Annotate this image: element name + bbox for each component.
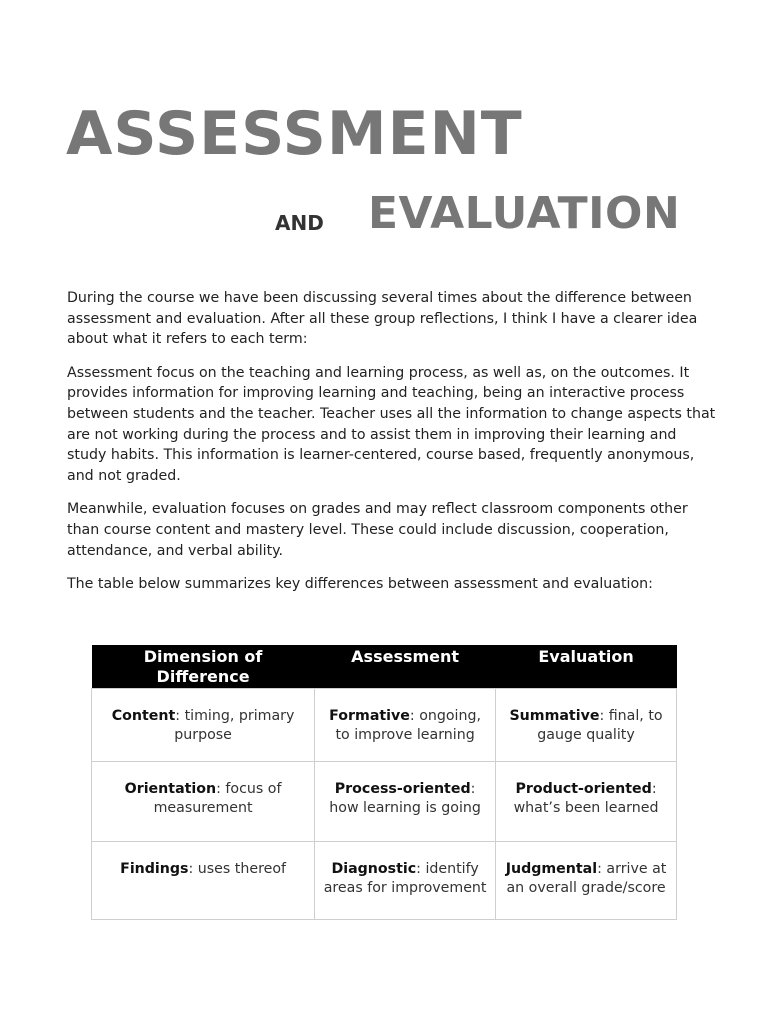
cell-term: Process-oriented	[334, 781, 471, 797]
table-cell	[496, 842, 677, 920]
title-assessment: ASSESSMENT	[66, 99, 523, 169]
cell-term: Diagnostic	[331, 861, 417, 877]
cell-desc: : arrive at an overall grade/score	[506, 861, 667, 896]
table-row	[92, 689, 677, 762]
cell-desc: : what’s been learned	[513, 781, 659, 816]
table-row	[92, 762, 677, 842]
header-evaluation: Evaluation	[496, 645, 677, 689]
cell-term: Formative	[329, 708, 410, 724]
table-row	[92, 842, 677, 920]
cell-term: Content	[111, 708, 176, 724]
table-cell	[496, 689, 677, 762]
table-cell	[315, 762, 496, 842]
cell-desc: : how learning is going	[329, 781, 481, 816]
paragraph-table-intro: The table below summarizes key differences between assessment and evaluation:	[67, 576, 653, 593]
cell-desc: : identify areas for improvement	[323, 861, 487, 896]
body-text	[67, 288, 717, 608]
cell-term: Findings	[120, 861, 189, 877]
cell-term: Product-oriented	[515, 781, 652, 797]
cell-desc: : focus of measurement	[153, 781, 282, 816]
paragraph-assessment: Assessment focus on the teaching and learning process, as well as, on the outcomes. It provides information for improving learning and teaching, being an interactive process between students and the teacher. Teacher uses all the information to change aspects that are not working during the process and to assist them in improving their learning and study habits. This information is learner-centered, course based, frequently anonymous, and not graded.	[67, 364, 716, 484]
cell-term: Judgmental	[505, 861, 598, 877]
cell-desc: : timing, primary purpose	[174, 708, 295, 743]
table-cell	[496, 762, 677, 842]
title-evaluation: EVALUATION	[368, 188, 681, 239]
table-cell	[315, 689, 496, 762]
cell-term: Summative	[509, 708, 600, 724]
table-header-row	[92, 645, 677, 689]
differences-table	[91, 645, 677, 920]
table-cell	[92, 689, 315, 762]
cell-desc: : ongoing, to improve learning	[335, 708, 482, 743]
cell-term: Orientation	[124, 781, 217, 797]
paragraph-evaluation: Meanwhile, evaluation focuses on grades and may reflect classroom components other than course content and mastery level. These could include discussion, cooperation, attendance, and verbal ability.	[67, 501, 688, 559]
header-dimension: Dimension of Difference	[92, 645, 315, 689]
table-cell	[92, 842, 315, 920]
cell-desc: : final, to gauge quality	[537, 708, 663, 743]
header-assessment: Assessment	[315, 645, 496, 689]
title-and: AND	[275, 211, 324, 235]
table-cell	[315, 842, 496, 920]
paragraph-intro: During the course we have been discussing several times about the difference between assessment and evaluation. After all these group reflections, I think I have a clearer idea about what it refers to each term:	[67, 290, 698, 348]
table-cell	[92, 762, 315, 842]
cell-desc: : uses thereof	[188, 861, 287, 877]
